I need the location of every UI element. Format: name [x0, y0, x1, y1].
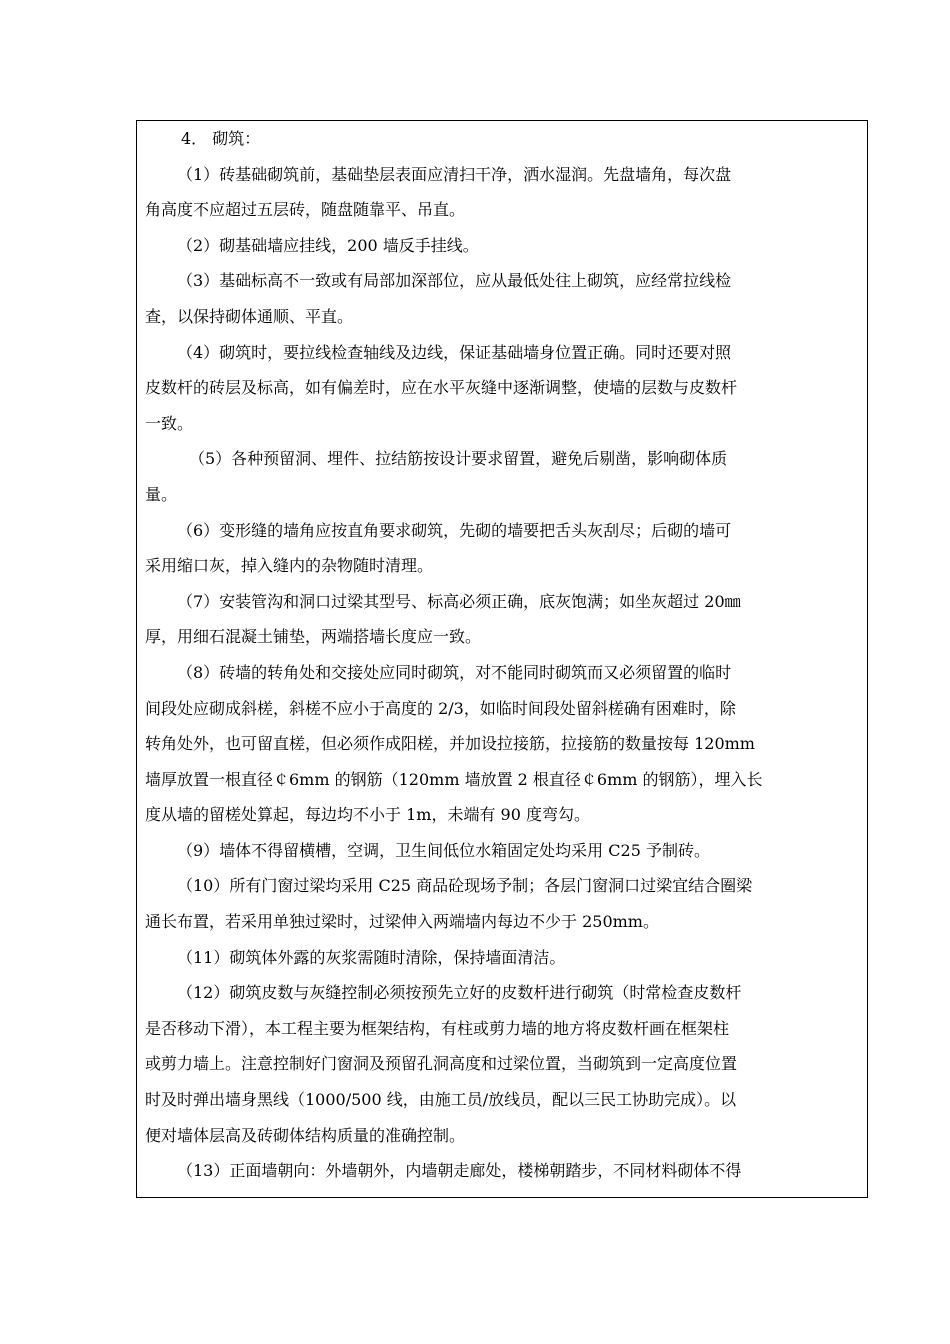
text-line: （1）砖基础砌筑前，基础垫层表面应清扫干净，洒水湿润。先盘墙角，每次盘 [177, 164, 732, 184]
text-line: 是否移动下滑），本工程主要为框架结构，有柱或剪力墙的地方将皮数杆画在框架柱 [145, 1018, 730, 1038]
text-line: 度从墙的留槎处算起，每边均不小于 1m，未端有 90 度弯勾。 [145, 805, 590, 825]
text-line: 或剪力墙上。注意控制好门窗洞及预留孔洞高度和过梁位置，当砌筑到一定高度位置 [145, 1054, 738, 1074]
document-body [145, 121, 859, 1189]
text-line: （12）砌筑皮数与灰缝控制必须按预先立好的皮数杆进行砌筑（时常检查皮数杆 [177, 983, 742, 1003]
text-line: 4． 砌筑： [181, 129, 261, 148]
text-line: （13）正面墙朝向：外墙朝外，内墙朝走廊处，楼梯朝踏步，不同材料砌体不得 [177, 1161, 742, 1181]
text-line: （2）砌基础墙应挂线，200 墙反手挂线。 [177, 235, 479, 255]
text-line: 墙厚放置一根直径￠6mm 的钢筋（120mm 墙放置 2 根直径￠6mm 的钢筋），埋入长 [145, 769, 763, 789]
document-frame [136, 120, 868, 1198]
text-line: 厚，用细石混凝土铺垫，两端搭墙长度应一致。 [145, 627, 482, 647]
text-line: （9）墙体不得留横槽，空调，卫生间低位水箱固定处均采用 C25 予制砖。 [177, 840, 710, 860]
text-line: 通长布置，若采用单独过梁时，过梁伸入两端墙内每边不少于 250mm。 [145, 912, 659, 932]
text-line: （10）所有门窗过梁均采用 C25 商品砼现场予制；各层门窗洞口过梁宜结合圈梁 [177, 876, 753, 896]
text-line: 角高度不应超过五层砖，随盘随靠平、吊直。 [145, 200, 466, 220]
text-line: 查，以保持砌体通顺、平直。 [145, 306, 354, 326]
text-line: （3）基础标高不一致或有局部加深部位，应从最低处往上砌筑，应经常拉线检 [177, 271, 732, 291]
text-line: 便对墙体层高及砖砌体结构质量的准确控制。 [145, 1125, 466, 1145]
text-line: （4）砌筑时，要拉线检查轴线及边线，保证基础墙身位置正确。同时还要对照 [177, 342, 732, 362]
text-line: 时及时弹出墙身黑线（1000/500 线，由施工员/放线员，配以三民工协助完成）。以 [145, 1090, 737, 1110]
text-line: （7）安装管沟和洞口过梁其型号、标高必须正确，底灰饱满；如坐灰超过 20㎜ [177, 591, 741, 611]
text-line: 量。 [145, 484, 178, 504]
text-line: （11）砌筑体外露的灰浆需随时清除，保持墙面清洁。 [177, 947, 566, 967]
text-line: （6）变形缝的墙角应按直角要求砌筑，先砌的墙要把舌头灰刮尽；后砌的墙可 [177, 520, 732, 540]
text-line: （8）砖墙的转角处和交接处应同时砌筑，对不能同时砌筑而又必须留置的临时 [177, 662, 732, 682]
text-line: （5）各种预留洞、埋件、拉结筋按设计要求留置，避免后剔凿，影响砌体质 [189, 449, 728, 469]
text-line: 转角处外，也可留直槎，但必须作成阳槎，并加设拉接筋，拉接筋的数量按每 120mm [145, 734, 755, 754]
text-line: 皮数杆的砖层及标高，如有偏差时，应在水平灰缝中逐渐调整，使墙的层数与皮数杆 [145, 378, 738, 398]
text-line: 间段处应砌成斜槎，斜槎不应小于高度的 2/3，如临时间段处留斜槎确有困难时，除 [145, 698, 736, 718]
text-line: 一致。 [145, 413, 194, 433]
text-line: 采用缩口灰，掉入缝内的杂物随时清理。 [145, 556, 434, 576]
